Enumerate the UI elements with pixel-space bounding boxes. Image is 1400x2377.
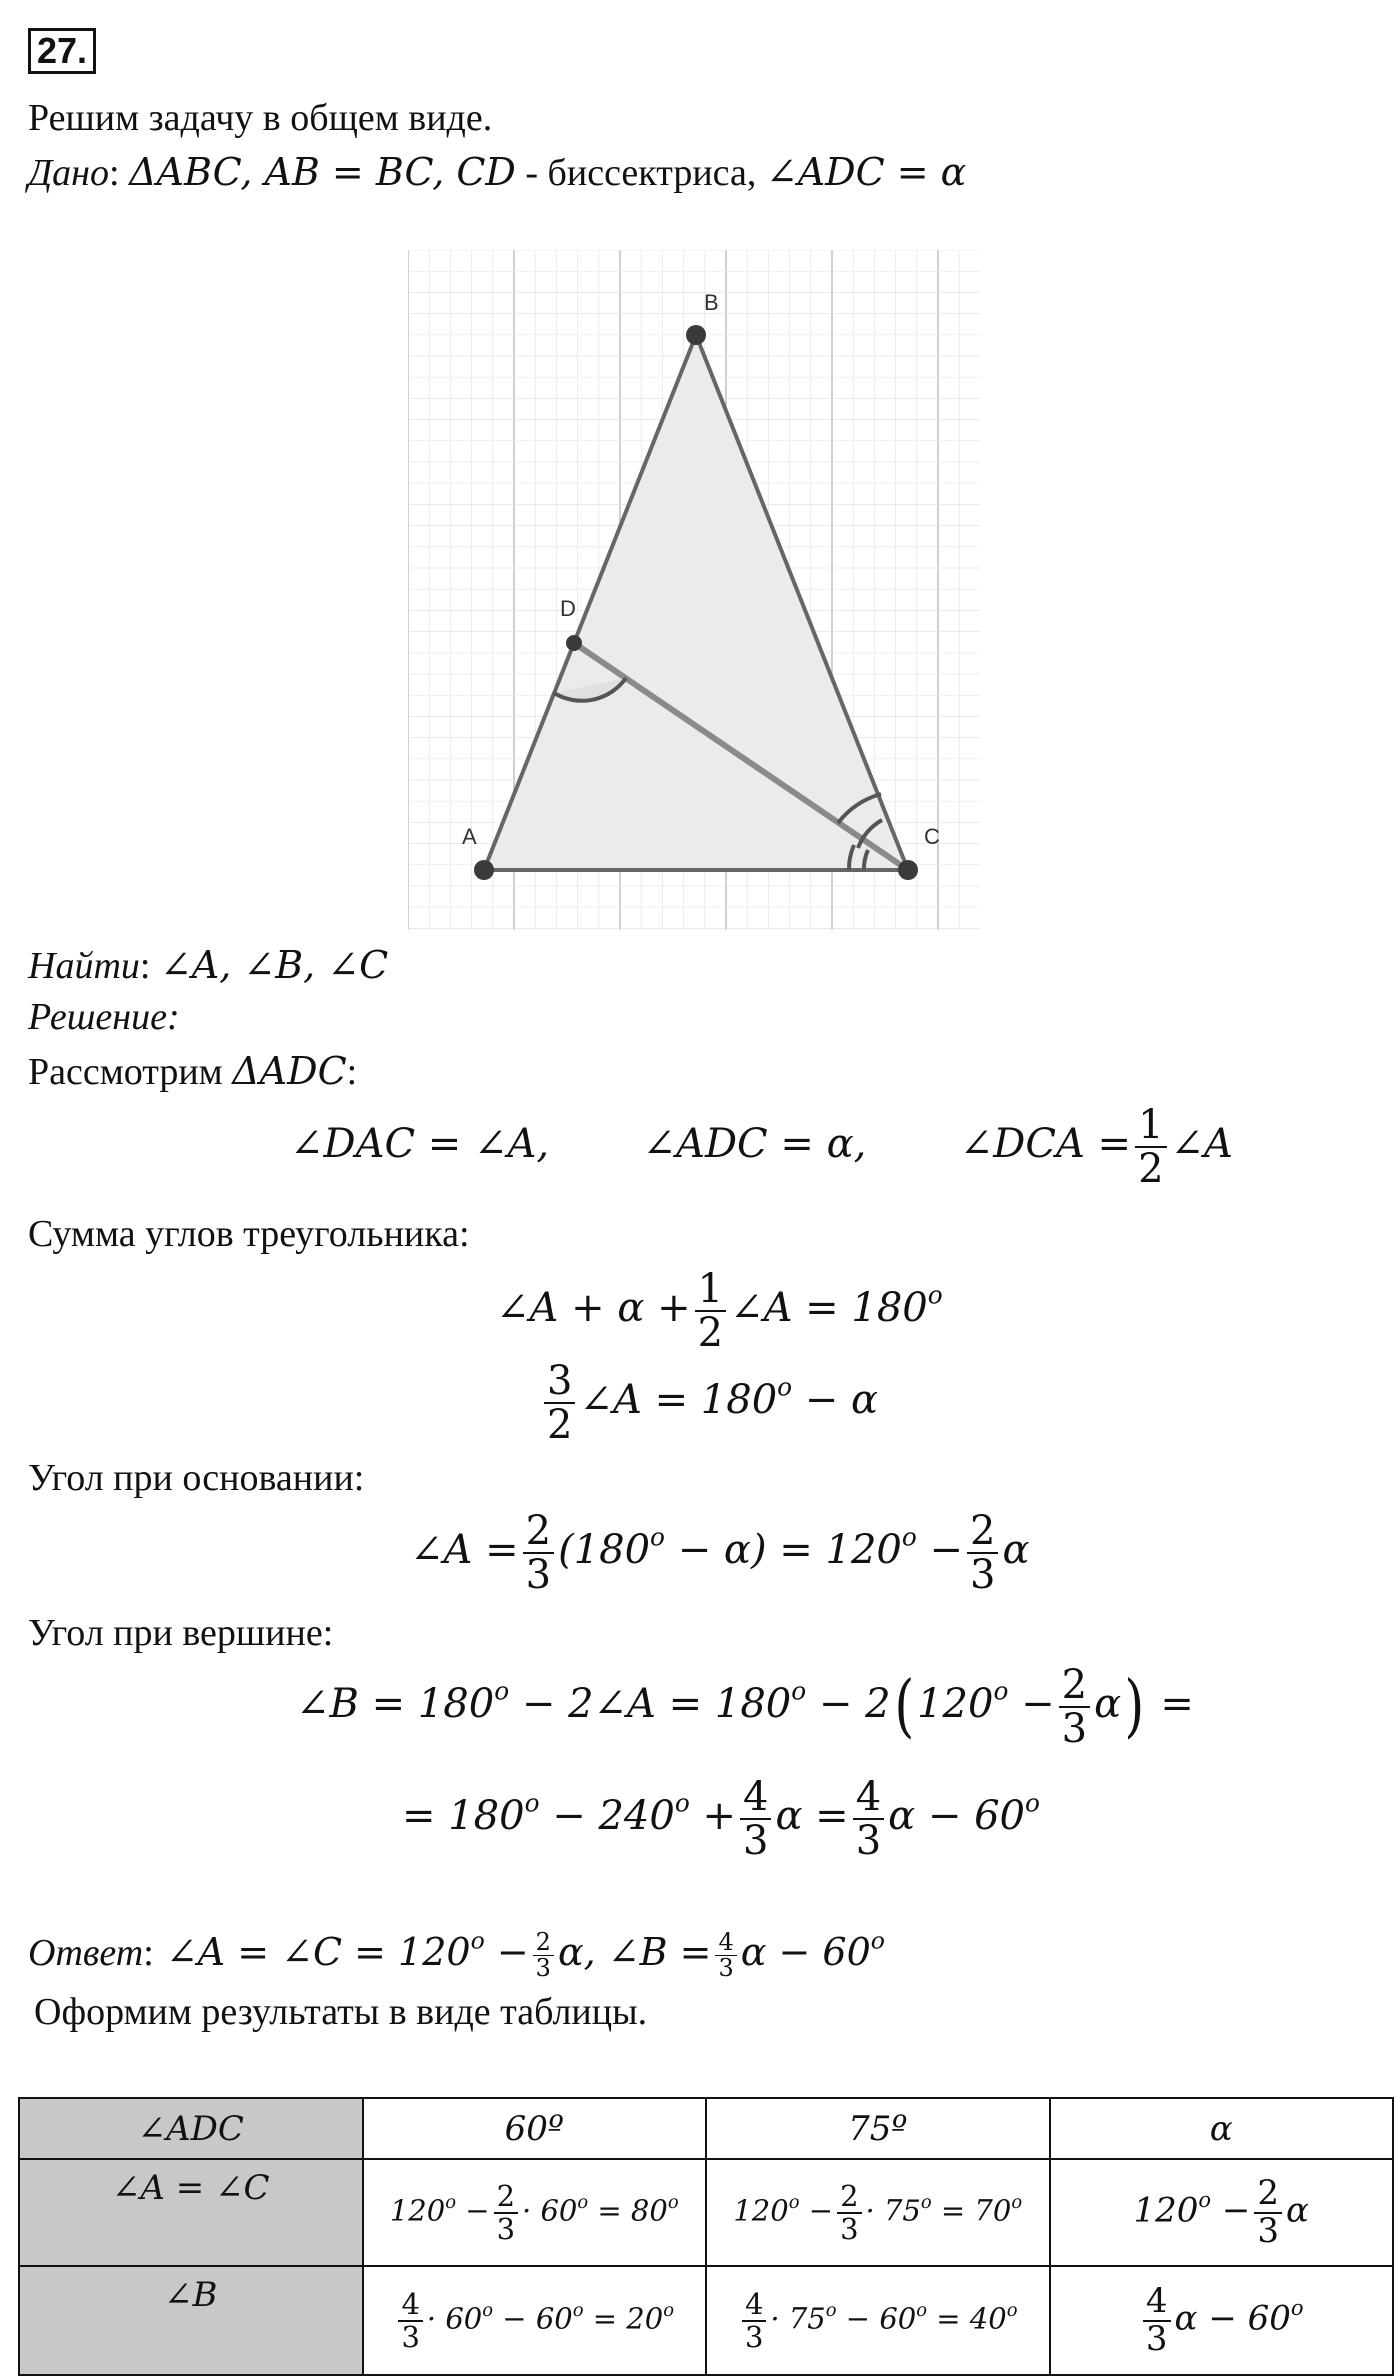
consider-colon: : [346, 1051, 358, 1093]
vertex-angle-text: Угол при вершине: [28, 1612, 334, 1654]
point-b [686, 325, 706, 345]
table-row-header [19, 2098, 1393, 2159]
results-table [18, 2097, 1394, 2376]
header-60: 60º [363, 2098, 707, 2159]
equation-3: $\frac{3}{2}$ ∠A = $180^o - \alpha$ [540, 1360, 878, 1446]
table-row-angle-b [19, 2266, 1393, 2375]
triangle-figure [408, 250, 980, 930]
given-expr2: ∠ADC = α [765, 150, 967, 194]
fraction-half-2: $\frac{1}{2}$ [695, 1268, 726, 1354]
label-d: D [560, 596, 576, 621]
answer-line: Ответ: ∠A = ∠C = $120^o$ − $\frac{2}{3}$ α, ∠B = $\frac{4}{3}$ $\alpha - 60^o$ [28, 1926, 885, 1983]
cell-a-60: $120^o$ − $\frac{2}{3}$ · $60^o = 80^o$ [363, 2159, 707, 2266]
given-colon: : [109, 152, 120, 194]
point-c [898, 860, 918, 880]
header-alpha: α [1050, 2098, 1394, 2159]
cell-b-60: $\frac{4}{3}$ · $60^o - 60^o = 20^o$ [363, 2266, 707, 2375]
consider-text: Рассмотрим [28, 1051, 233, 1093]
cell-a-alpha: $120^o$ − $\frac{2}{3}$ α [1050, 2159, 1394, 2266]
sum-text: Сумма углов треугольника: [28, 1213, 470, 1255]
equation-2: ∠A + α + $\frac{1}{2}$ ∠A = $180^o$ [496, 1266, 943, 1356]
eq1-a: ∠DAC = ∠A, [290, 1121, 550, 1167]
answer-label: Ответ [28, 1932, 144, 1975]
find-line [28, 943, 388, 988]
fraction-half: $\frac{1}{2}$ [1135, 1104, 1166, 1190]
intro-text: Решим задачу в общем виде. [28, 97, 493, 139]
point-d [566, 635, 582, 651]
equation-5: ∠B = $180^o$ − 2∠A = $180^o - 2(120^o$ − $\frac{2}{3}$ α) = [296, 1662, 1194, 1752]
find-expr: ∠A, ∠B, ∠C [159, 943, 389, 987]
equation-4: ∠A = $\frac{2}{3}$ $(180^o - \alpha) = 120^o$ − $\frac{2}{3}$ α [410, 1508, 1030, 1598]
given-label: Дано [28, 152, 110, 194]
equation-6: = $180^o - 240^o$ + $\frac{4}{3}$ α = $\frac{4}{3}$ $\alpha - 60^o$ [402, 1774, 1040, 1864]
row-label-a-c: ∠A = ∠C [19, 2159, 363, 2266]
cell-b-75: $\frac{4}{3}$ · $75^o - 60^o = 40^o$ [706, 2266, 1050, 2375]
fraction-three-halves: $\frac{3}{2}$ [544, 1360, 575, 1446]
given-dash-text: - биссектриса, [515, 152, 766, 194]
base-angle-text: Угол при основании: [28, 1457, 365, 1499]
label-c: C [924, 824, 940, 849]
table-row-angle-a [19, 2159, 1393, 2266]
point-a [474, 860, 494, 880]
triangle-abc [484, 335, 908, 870]
row-label-b: ∠B [19, 2266, 363, 2375]
label-b: B [704, 290, 719, 315]
consider-line [28, 1049, 357, 1094]
header-75: 75º [706, 2098, 1050, 2159]
equation-1 [290, 1104, 1233, 1190]
given-line [28, 150, 966, 195]
label-a: A [462, 824, 477, 849]
cell-a-75: $120^o$ − $\frac{2}{3}$ · $75^o = 70^o$ [706, 2159, 1050, 2266]
eq1-b: ∠ADC = α, [642, 1121, 867, 1167]
table-intro-text: Оформим результаты в виде таблицы. [34, 1991, 648, 2033]
find-colon: : [139, 945, 151, 987]
header-adc: ∠ADC [19, 2098, 363, 2159]
given-expr: ΔABC, AB = BC, CD [129, 150, 516, 194]
problem-number: 27. [28, 28, 96, 74]
find-label: Найти [28, 945, 140, 987]
cell-b-alpha: $\frac{4}{3}$ $\alpha - 60^o$ [1050, 2266, 1394, 2375]
consider-expr: ΔADC [232, 1049, 347, 1093]
eq1-c-right: ∠A [1170, 1121, 1233, 1167]
solution-label: Решение: [28, 996, 180, 1038]
eq1-c-left: ∠DCA = [959, 1121, 1132, 1167]
